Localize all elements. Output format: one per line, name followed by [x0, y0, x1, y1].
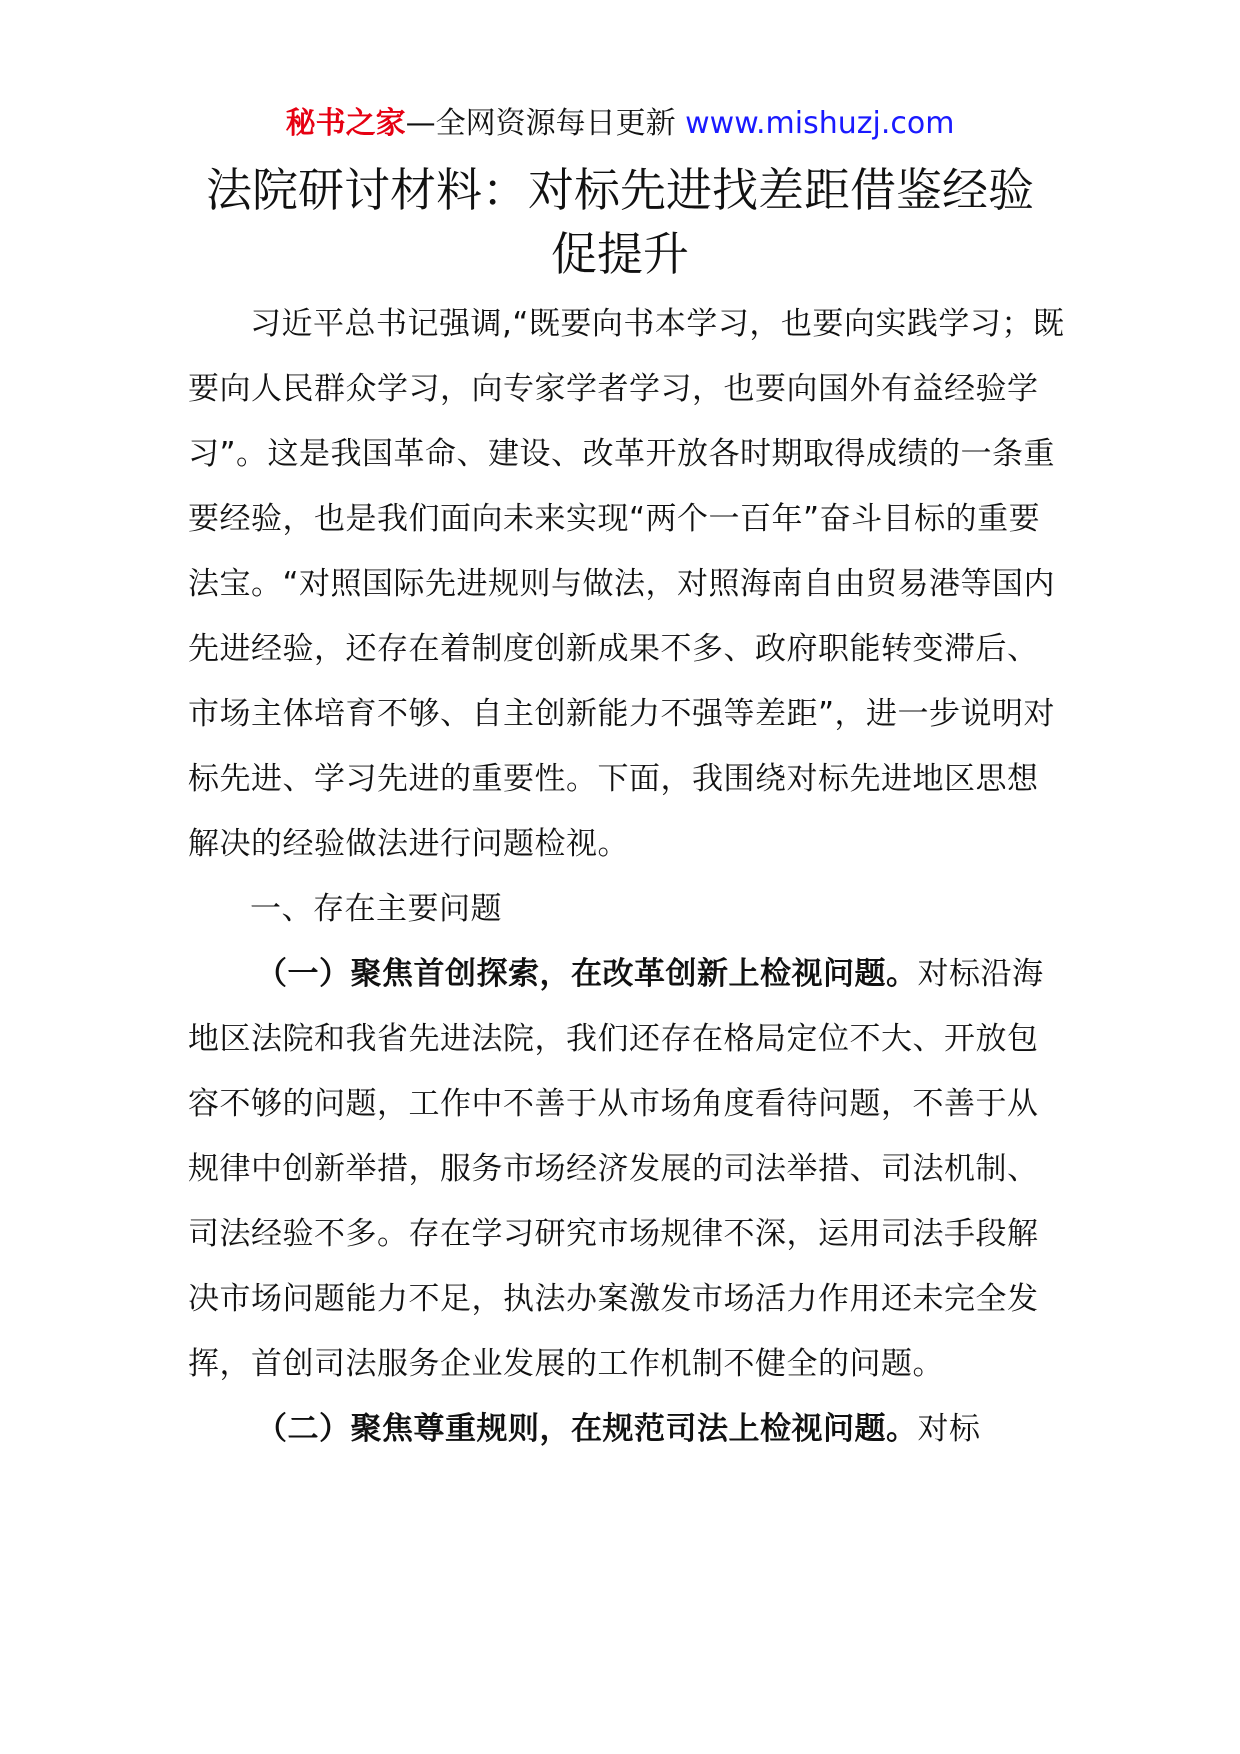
document-title: 法院研讨材料：对标先进找差距借鉴经验促提升 [206, 163, 1034, 281]
intro-paragraph [188, 292, 1068, 877]
subsection-lead: （一）聚焦首创探索，在改革创新上检视问题。 [256, 956, 918, 992]
section-heading [188, 877, 1068, 942]
paragraph-text: 习近平总书记强调,“既要向书本学习，也要向实践学习；既要向人民群众学习，向专家学者学习，也要向国外有益经验学习”。这是我国革命、建设、改革开放各时期取得成绩的一条重要经验，也是我们面向未来实现“两个一百年”奋斗目标的重要法宝。“对照国际先进规则与做法，对照海南自由贸易港等国内先进经验，还存在着制度创新成果不多、政府职能转变滞后、市场主体培育不够、自主创新能力不强等差距”，进一步说明对标先进、学习先进的重要性。下面，我围绕对标先进地区思想解决的经验做法进行问题检视。 [188, 306, 1065, 862]
site-header [0, 100, 1240, 148]
site-slogan: —全网资源每日更新 [405, 106, 686, 141]
document-body [188, 292, 1068, 1462]
site-url-link[interactable]: www.mishuzj.com [685, 106, 955, 141]
subsection-paragraph-1 [188, 942, 1068, 1397]
subsection-paragraph-2 [188, 1397, 1068, 1462]
paragraph-text: 对标沿海地区法院和我省先进法院，我们还存在格局定位不大、开放包容不够的问题，工作中不善于从市场角度看待问题，不善于从规律中创新举措，服务市场经济发展的司法举措、司法机制、司法经验不多。存在学习研究市场规律不深，运用司法手段解决市场问题能力不足，执法办案激发市场活力作用还未完全发挥，首创司法服务企业发展的工作机制不健全的问题。 [188, 956, 1044, 1382]
brand-name: 秘书之家 [285, 106, 406, 141]
section-heading-text: 一、存在主要问题 [250, 891, 502, 927]
subsection-lead: （二）聚焦尊重规则，在规范司法上检视问题。 [256, 1411, 918, 1447]
paragraph-text: 对标 [917, 1411, 981, 1447]
